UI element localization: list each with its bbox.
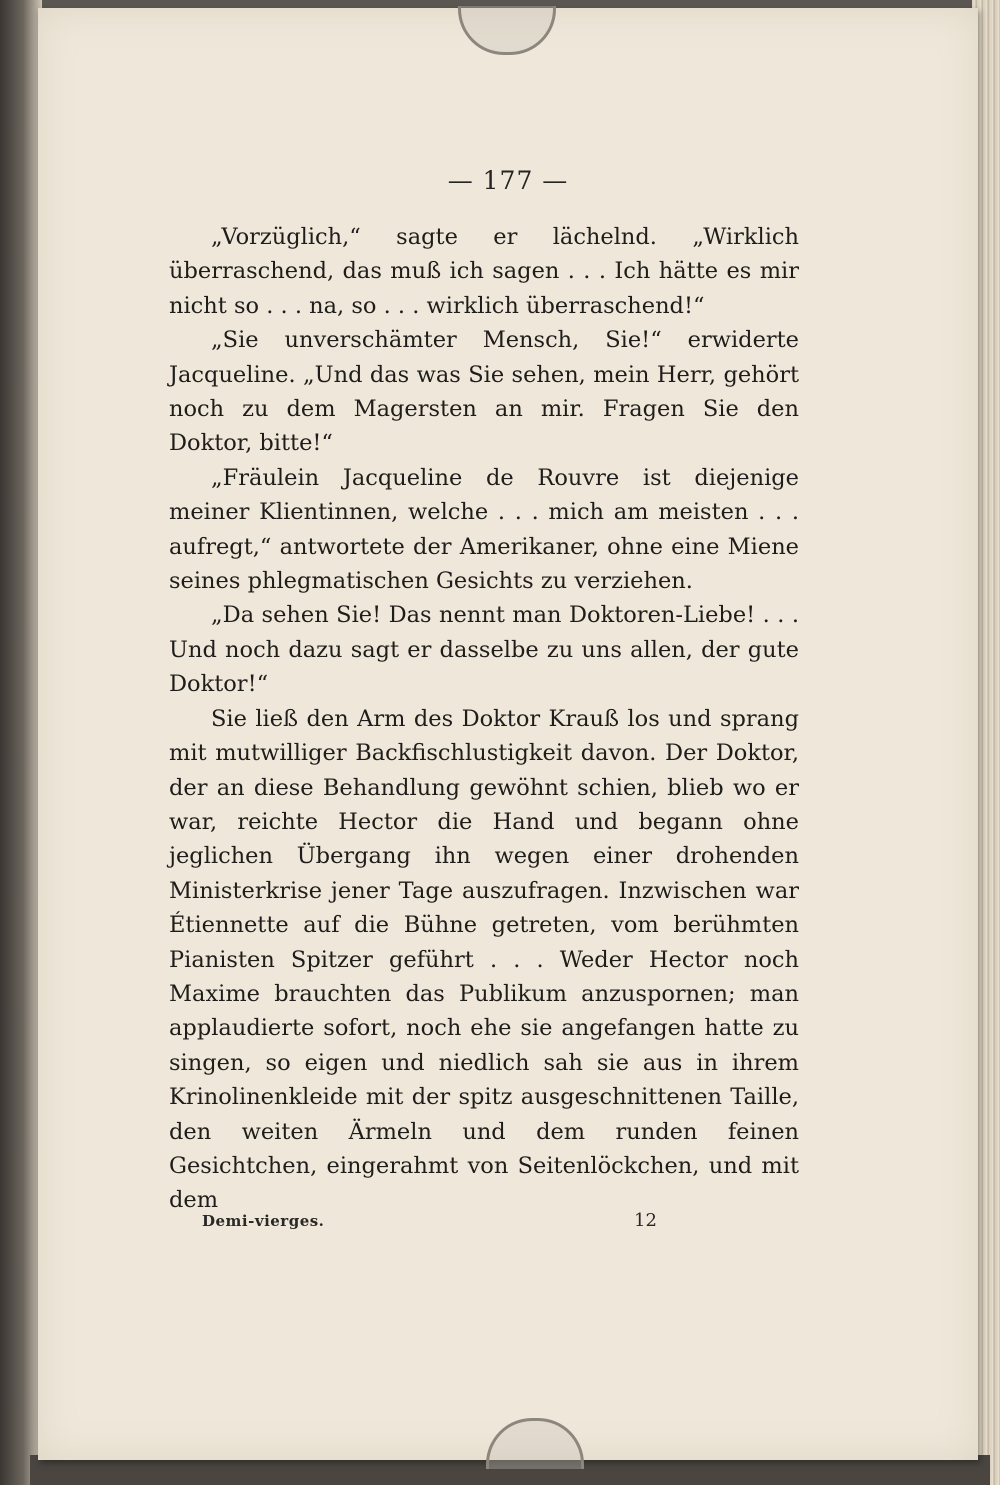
book-spine: [0, 0, 42, 1485]
paragraph: „Sie unverschämter Mensch, Sie!“ erwiderte Jacqueline. „Und das was Sie sehen, mein Herr, gehört noch zu dem Magersten an mir. Fragen Sie den Doktor, bitte!“: [169, 327, 799, 457]
paragraph: „Da sehen Sie! Das nennt man Doktoren-Liebe! . . . Und noch dazu sagt er dasselbe zu uns allen, der gute Doktor!“: [169, 602, 799, 698]
text-layer: [38, 8, 978, 1460]
page-number: — 177 —: [447, 166, 569, 195]
sheet-number: 12: [634, 1210, 657, 1231]
paragraph: „Vorzüglich,“ sagte er lächelnd. „Wirklich überraschend, das muß ich sagen . . . Ich hätte es mir nicht so . . . na, so . . . wirklich überraschend!“: [169, 224, 799, 319]
book-page: [38, 8, 978, 1460]
paragraph: „Fräulein Jacqueline de Rouvre ist diejenige meiner Klientinnen, welche . . . mich am meisten . . . aufregt,“ antwortete der Amerikaner, ohne eine Miene seines phlegmatischen Gesichts zu verziehen.: [169, 464, 799, 595]
paragraph: Sie ließ den Arm des Doktor Krauß los und sprang mit mutwilliger Backfischlustigkeit davon. Der Doktor, der an diese Behandlung gewöhnt schien, blieb wo er war, reichte Hector die Hand und begann ohne jeglichen Übergang ihn wegen einer drohenden Ministerkrise jener Tage auszufragen. Inzwischen war Étiennette auf die Bühne getreten, vom berühmten Pianisten Spitzer geführt . . . Weder Hector noch Maxime brauchten das Publikum anzuspornen; man applaudierte sofort, noch ehe sie angefangen hatte zu singen, so eigen und niedlich sah sie aus in ihrem Krinolinenkleide mit der spitz ausgeschnittenen Taille, den weiten Ärmeln und dem runden feinen Gesichtchen, eingerahmt von Seitenlöckchen, und mit dem: [169, 705, 799, 1214]
body-text: [169, 220, 799, 1218]
signature-mark: Demi-vierges.: [202, 1212, 325, 1230]
